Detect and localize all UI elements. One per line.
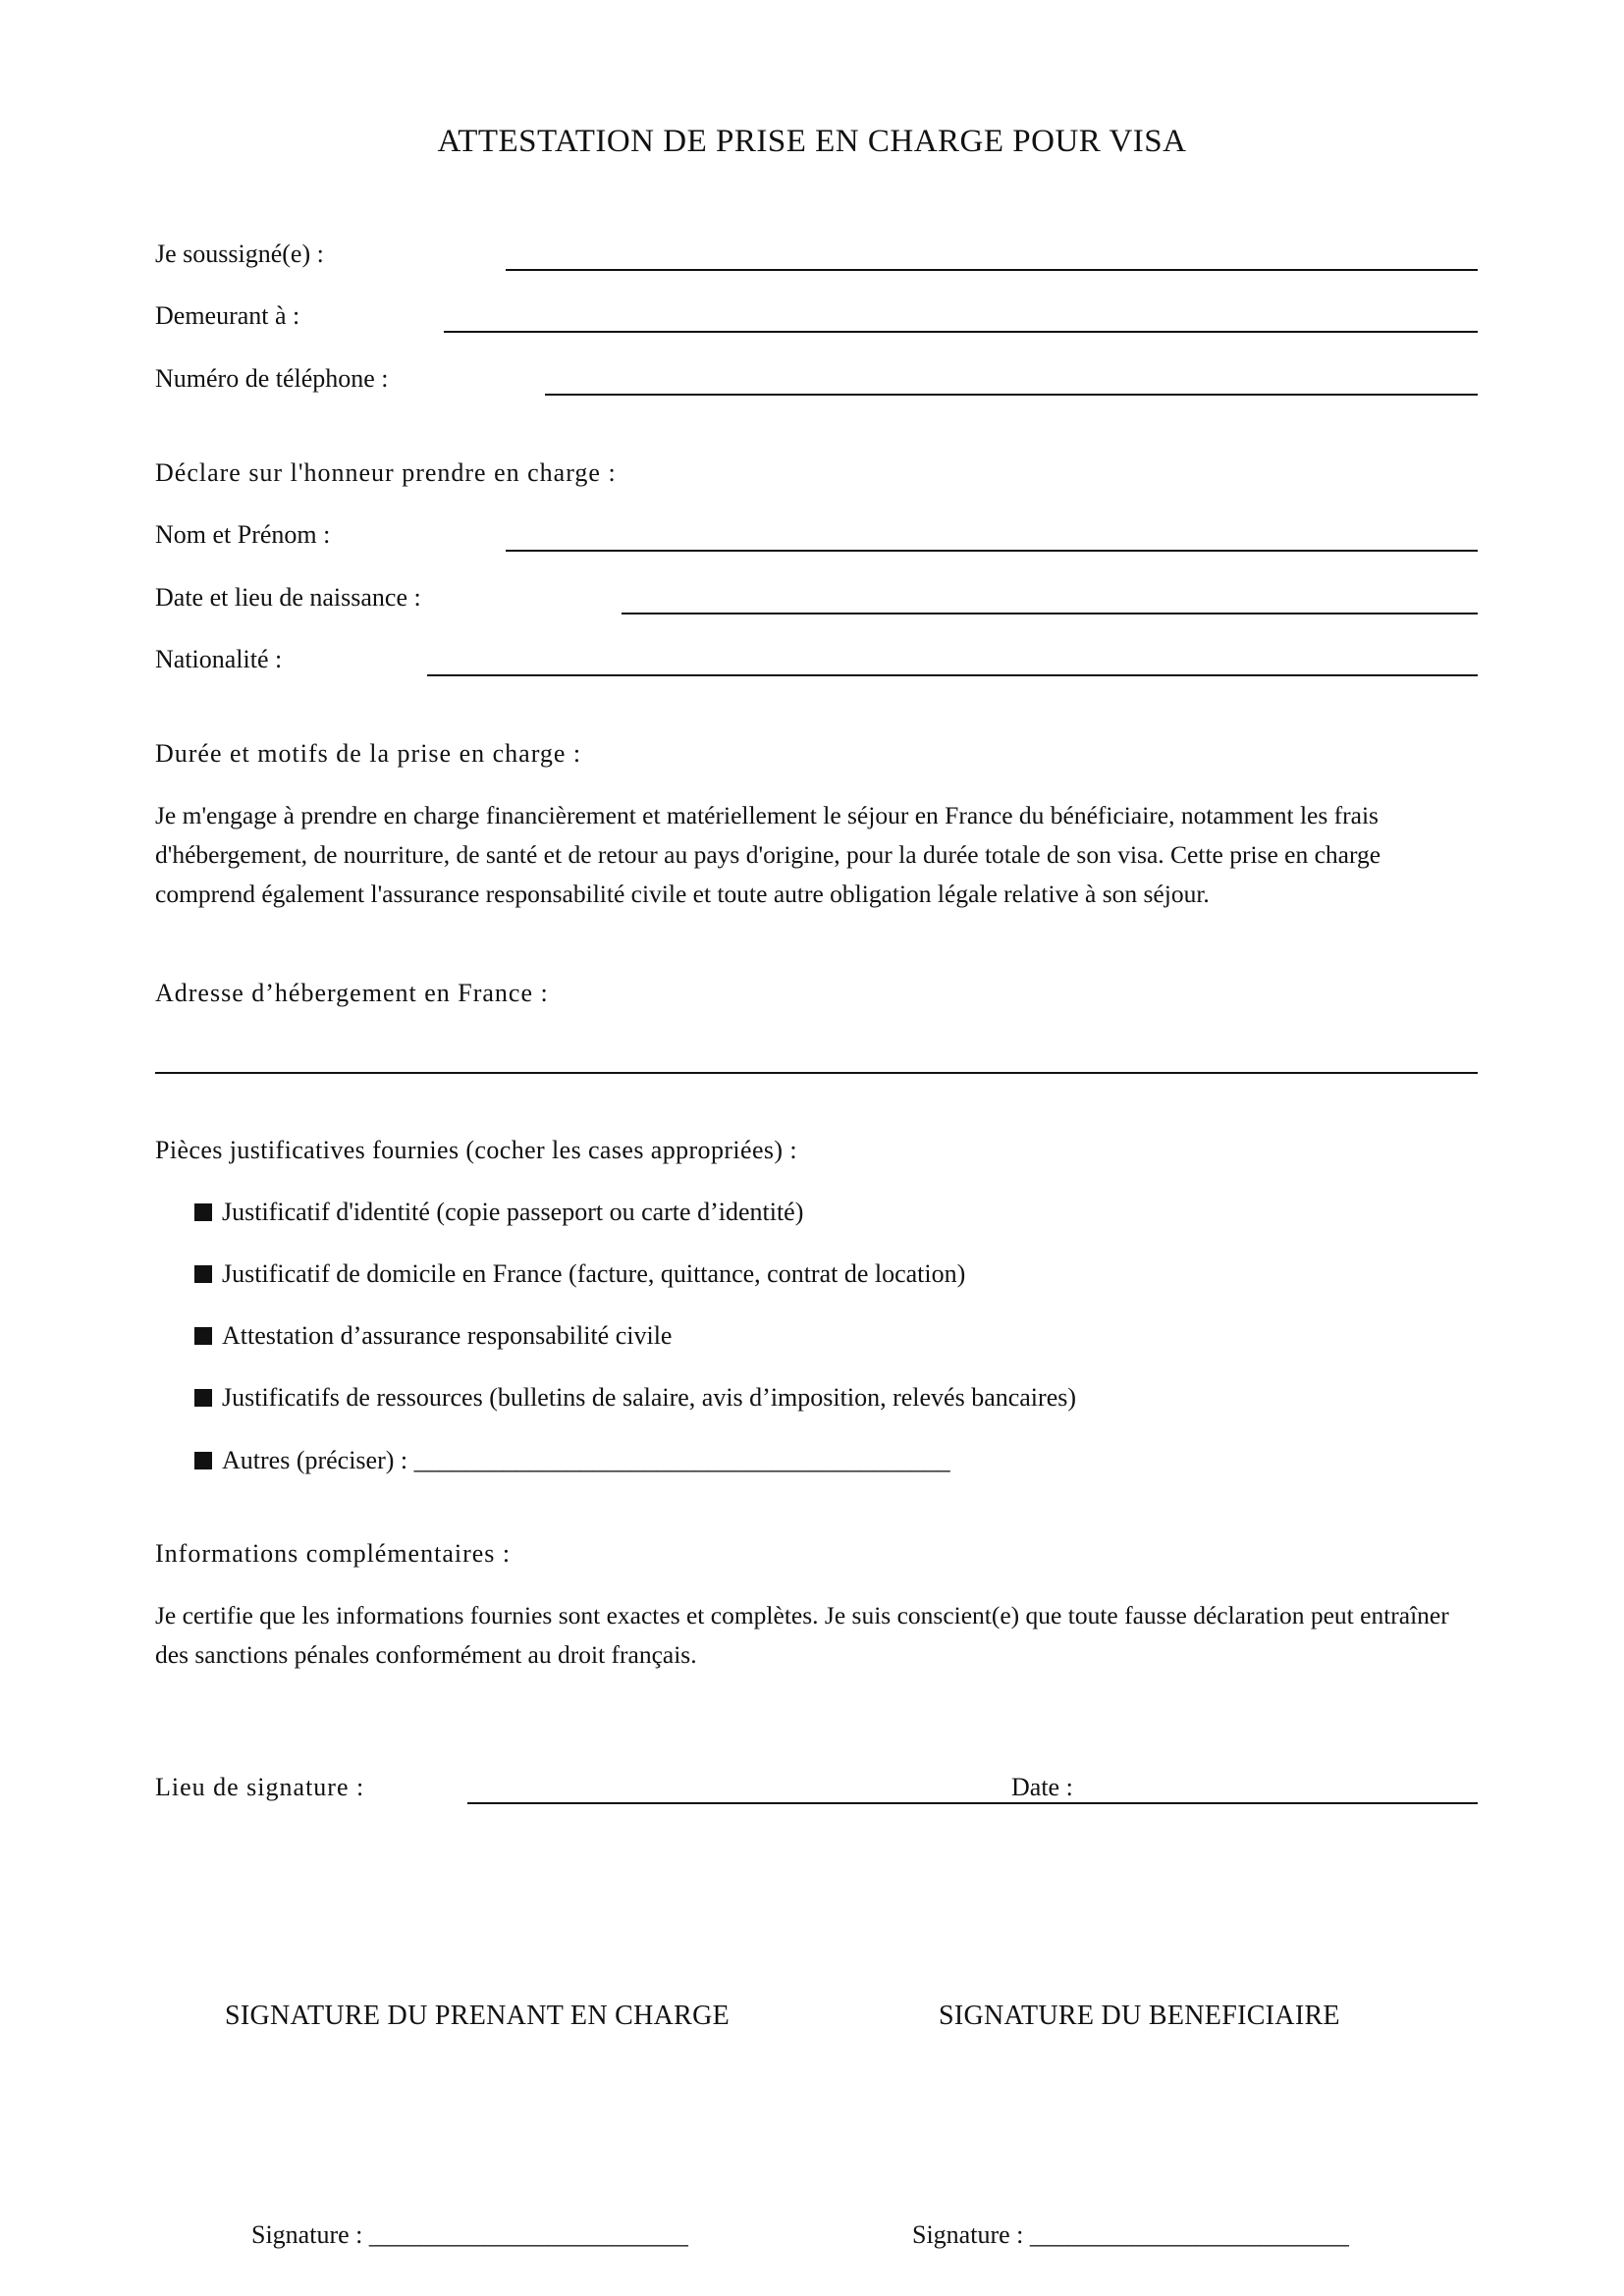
sponsor-name-field[interactable] [506,269,1478,271]
doc-item-label: Autres (préciser) : __________________________________________ [222,1446,950,1474]
beneficiary-signature-heading: SIGNATURE DU BENEFICIAIRE [939,2001,1340,2031]
doc-item-resources [194,1383,1076,1413]
info-heading: Informations complémentaires : [155,1539,512,1568]
documents-heading: Pièces justificatives fournies (cocher les cases appropriées) : [155,1136,798,1164]
info-paragraph: Je certifie que les informations fournies sont exactes et complètes. Je suis conscient(e) que toute fausse déclaration peut entraîner des sanctions pénales conformément au droit français. [155,1601,1449,1669]
doc-item-identity [194,1198,803,1227]
accommodation-label: Adresse d’hébergement en France : [155,979,549,1007]
signing-date-label: Date : [1011,1773,1073,1801]
sponsor-signature-heading: SIGNATURE DU PRENANT EN CHARGE [225,2001,731,2031]
birth-label: Date et lieu de naissance : [155,583,421,612]
checkbox-other[interactable] [194,1452,212,1469]
accommodation-field[interactable] [155,1072,1478,1074]
signing-place-label: Lieu de signature : [155,1773,365,1801]
beneficiary-name-label: Nom et Prénom : [155,520,331,549]
sponsor-phone-field[interactable] [545,394,1478,396]
doc-item-other [194,1446,950,1475]
beneficiary-signature-field[interactable]: Signature : _________________________ [912,2220,1349,2249]
birth-field[interactable] [622,613,1478,614]
signing-place-field[interactable] [467,1802,1478,1804]
document-title: ATTESTATION DE PRISE EN CHARGE POUR VISA [437,124,1187,159]
nationality-field[interactable] [427,674,1478,676]
doc-item-domicile [194,1259,965,1289]
sponsor-name-label: Je soussigné(e) : [155,240,324,268]
checkbox-insurance[interactable] [194,1327,212,1345]
doc-item-label: Attestation d’assurance responsabilité civile [222,1321,673,1350]
checkbox-domicile[interactable] [194,1265,212,1283]
nationality-label: Nationalité : [155,645,283,673]
doc-item-label: Justificatif d'identité (copie passeport ou carte d’identité) [222,1198,804,1226]
doc-item-label: Justificatifs de ressources (bulletins de salaire, avis d’imposition, relevés bancaires) [222,1383,1077,1412]
checkbox-resources[interactable] [194,1389,212,1407]
duration-paragraph: Je m'engage à prendre en charge financièrement et matériellement le séjour en France du bénéficiaire, notamment les frais d'hébergement, de nourriture, de santé et de retour au pays d'origine, pour la durée totale de son visa. Cette prise en charge comprend également l'assurance responsabilité civile et toute autre obligation légale relative à son séjour. [155,801,1381,908]
duration-heading: Durée et motifs de la prise en charge : [155,739,582,768]
sponsor-signature-field[interactable]: Signature : _________________________ [251,2220,688,2249]
sponsor-address-field[interactable] [444,331,1478,333]
checkbox-identity[interactable] [194,1203,212,1221]
sponsor-phone-label: Numéro de téléphone : [155,364,389,393]
doc-item-insurance [194,1321,672,1351]
doc-item-label: Justificatif de domicile en France (facture, quittance, contrat de location) [222,1259,966,1288]
sponsor-address-label: Demeurant à : [155,301,300,330]
beneficiary-name-field[interactable] [506,550,1478,552]
declaration-heading: Déclare sur l'honneur prendre en charge : [155,458,617,487]
